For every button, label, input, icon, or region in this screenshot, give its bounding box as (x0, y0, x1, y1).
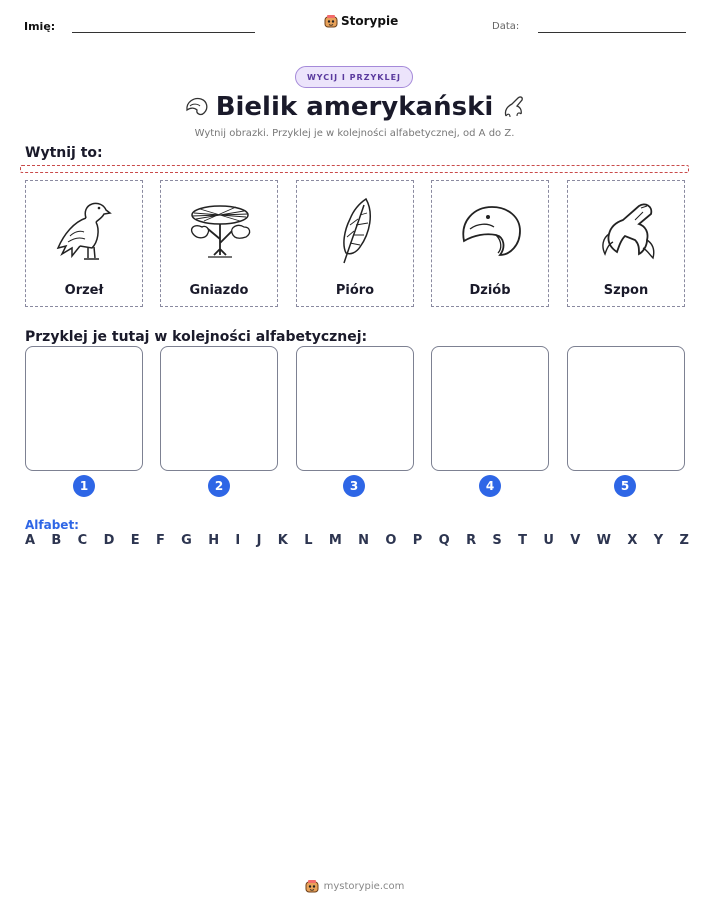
alphabet-letter: Z (679, 533, 689, 548)
alphabet-letter: U (543, 533, 554, 548)
alphabet-letter: J (256, 533, 262, 548)
name-label: Imię: (24, 20, 56, 33)
alphabet-letter: A (25, 533, 36, 548)
talon-icon (500, 92, 526, 120)
alphabet-letter: K (277, 533, 288, 548)
alphabet-letter: V (570, 533, 581, 548)
storypie-mascot-icon (305, 879, 319, 893)
alphabet-letter: P (412, 533, 423, 548)
page-title: Bielik amerykański (215, 92, 494, 122)
cut-card-pioro[interactable] (296, 180, 414, 307)
cut-card-gniazdo[interactable] (160, 180, 278, 307)
footer (0, 879, 709, 893)
alphabet-letter: E (130, 533, 140, 548)
brand-name: Storypie (341, 14, 399, 28)
card-label: Pióro (335, 283, 375, 298)
alphabet-letter: N (358, 533, 370, 548)
alphabet-row (25, 533, 689, 548)
cut-line (20, 165, 689, 173)
card-label: Dziób (469, 283, 511, 298)
name-line[interactable] (72, 32, 255, 33)
cut-section-label: Wytnij to: (25, 145, 103, 161)
activity-badge: WYCIJ I PRZYKLEJ (295, 66, 413, 88)
cut-card-szpon[interactable] (567, 180, 685, 307)
alphabet-letter: D (103, 533, 115, 548)
talon-icon (595, 198, 659, 264)
alphabet-letter: M (328, 533, 342, 548)
alphabet-letter: B (51, 533, 62, 548)
slot-number: 5 (614, 475, 636, 497)
alphabet-letter: F (155, 533, 165, 548)
storypie-mascot-icon (324, 14, 338, 28)
brand-logo (324, 14, 398, 28)
alphabet-letter: I (235, 533, 241, 548)
alphabet-letter: T (518, 533, 528, 548)
card-label: Gniazdo (189, 283, 249, 298)
paste-slot-3[interactable] (296, 346, 414, 471)
card-label: Szpon (603, 283, 649, 298)
alphabet-letter: O (385, 533, 397, 548)
alphabet-letter: X (627, 533, 638, 548)
alphabet-letter: R (466, 533, 477, 548)
date-line[interactable] (538, 32, 686, 33)
alphabet-letter: L (304, 533, 313, 548)
paste-slot-5[interactable] (567, 346, 685, 471)
slot-number: 3 (343, 475, 365, 497)
nest-tree-icon (184, 199, 256, 263)
feather-icon (334, 195, 378, 267)
beak-icon (458, 201, 524, 261)
alphabet-letter: Y (653, 533, 664, 548)
alphabet-letter: Q (438, 533, 450, 548)
alphabet-label: Alfabet: (25, 518, 79, 532)
alphabet-letter: H (208, 533, 220, 548)
paste-section-label: Przyklej je tutaj w kolejności alfabetycznej: (25, 329, 368, 345)
alphabet-letter: S (492, 533, 502, 548)
date-label: Data: (492, 21, 520, 32)
alphabet-letter: G (181, 533, 192, 548)
paste-slot-4[interactable] (431, 346, 549, 471)
instructions: Wytnij obrazki. Przyklej je w kolejności alfabetycznej, od A do Z. (194, 128, 515, 139)
cut-card-dziob[interactable] (431, 180, 549, 307)
alphabet-letter: C (77, 533, 88, 548)
cut-card-orzel[interactable] (25, 180, 143, 307)
slot-number: 4 (479, 475, 501, 497)
paste-slot-1[interactable] (25, 346, 143, 471)
alphabet-letter: W (596, 533, 612, 548)
footer-url[interactable]: mystorypie.com (323, 880, 405, 892)
card-label: Orzeł (64, 283, 104, 298)
eagle-icon (52, 196, 118, 266)
paste-slot-2[interactable] (160, 346, 278, 471)
slot-number: 2 (208, 475, 230, 497)
slot-number: 1 (73, 475, 95, 497)
